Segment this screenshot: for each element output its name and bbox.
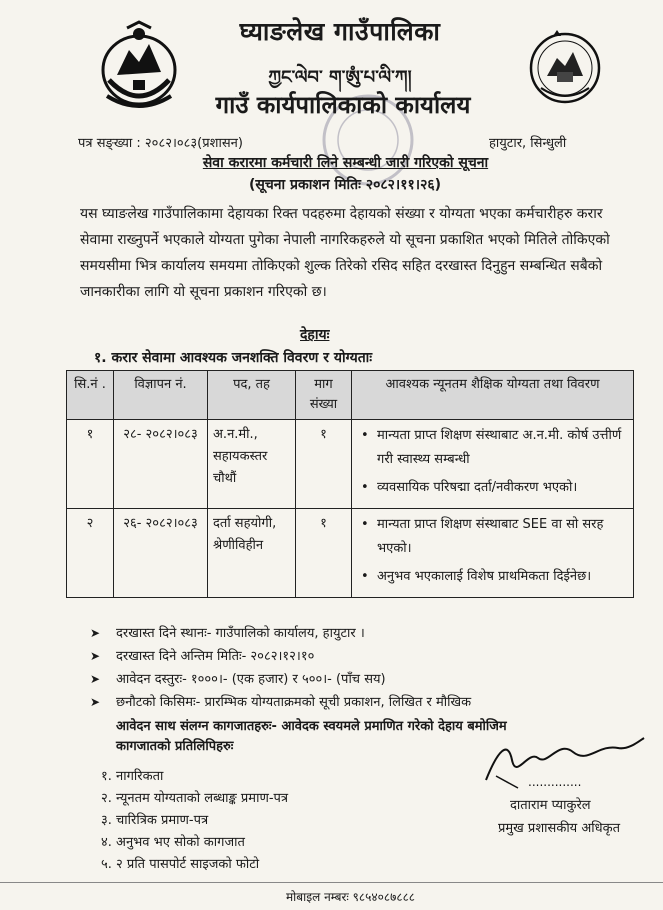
reference-number: पत्र सङ्ख्या : २०८२।०८३(प्रशासन) (78, 136, 243, 151)
deadline: दरखास्त दिने अन्तिम मितिः- २०८२।१२।१० (116, 649, 315, 664)
arrow-bullet-icon: ➤ (90, 649, 101, 663)
government-emblem-icon (97, 20, 181, 116)
advertisement-number: २८- २०८२।०८३ (114, 420, 208, 509)
column-header: सि.नं . (67, 371, 114, 420)
required-count: १ (296, 420, 352, 509)
publication-date: (सूचना प्रकाशन मितिः २०८२।११।२६) (248, 177, 442, 193)
section-heading: देहायः (300, 327, 330, 343)
notice-title: सेवा करारमा कर्मचारी लिने सम्बन्धी जारी गरिएको सूचना (202, 155, 489, 171)
mobile-number: मोबाइल नम्बरः ९८५४०८७८८८ (286, 890, 416, 904)
arrow-bullet-icon: ➤ (90, 672, 101, 686)
serial-number: १ (67, 420, 114, 509)
table-row (67, 509, 634, 598)
footer-divider (0, 882, 663, 883)
office-location: हायुटार, सिन्धुली (489, 136, 567, 151)
list-item (90, 668, 570, 691)
bullet-icon: • (361, 480, 369, 495)
requirement-text: अनुभव भएकालाई विशेष प्राथमिकता दिईनेछ। (377, 569, 592, 584)
required-count: १ (296, 509, 352, 598)
list-item (357, 513, 628, 561)
list-item: ४. अनुभव भए सोको कागजात (101, 835, 245, 850)
bullet-icon: • (361, 517, 369, 532)
bullet-icon: • (361, 428, 369, 443)
table-header-row (67, 371, 634, 420)
bullet-icon: • (361, 569, 369, 584)
municipality-name-tibetan: ཀྱང་ལེབ་ ག་ཨུཾ་པ་ལི་ཀ། (268, 67, 412, 88)
signature-icon (478, 730, 648, 792)
column-header: माग संख्या (296, 371, 352, 420)
list-item (90, 645, 570, 668)
documents-heading: आवेदन साथ संलग्न कागजातहरुः- आवेदक स्वयमले प्रमाणित गरेको देहाय बमोजिम कागजातको प्रतिलिपिहरुः (116, 719, 507, 754)
list-item (357, 424, 628, 472)
selection-method: छनौटको किसिमः- प्रारम्भिक योग्यताक्रमको सूची प्रकाशन, लिखित र मौखिक (116, 695, 472, 710)
column-header: पद, तह (208, 371, 296, 420)
office-name: गाउँ कार्यपालिकाको कार्यालय (215, 91, 471, 119)
section-1-heading: १. करार सेवामा आवश्यक जनशक्ति विवरण र योग्यताः (94, 350, 373, 366)
municipality-logo-icon (527, 30, 603, 110)
vacancy-table (66, 370, 634, 598)
application-fee: आवेदन दस्तुरः- १०००।- (एक हजार) र ५००।- (पाँच सय) (116, 672, 386, 687)
table-row (67, 420, 634, 509)
intro-paragraph: यस घ्याङलेख गाउँपालिकामा देहायका रिक्त पदहरुमा देहायको संख्या र योग्यता भएका कर्मचारीहरु करार सेवामा राख्नुपर्ने भएकाले योग्यता पुगेका नेपाली नागरिकहरुले यो सूचना प्रकाशित भएको मितिले तोकिएको समयसीमा भित्र कार्यालय समयमा तोकिएको शुल्क तिरेको रसिद सहित दरखास्त दिनुहुन सम्बन्धित सबैको जानकारीका लागि यो सूचना प्रकाशन गरिएको छ। (80, 206, 610, 300)
post-level: अ.न.मी., सहायकस्तर चौथौं (208, 420, 296, 509)
column-header: विज्ञापन नं. (114, 371, 208, 420)
advertisement-number: २६- २०८२।०८३ (114, 509, 208, 598)
serial-number: २ (67, 509, 114, 598)
application-place: दरखास्त दिने स्थानः- गाउँपालिको कार्यालय, हायुटार । (116, 626, 365, 641)
list-item (90, 622, 570, 645)
svg-text:..............: .............. (528, 775, 582, 789)
requirement-text: मान्यता प्राप्त शिक्षण संस्थाबाट SEE वा सो सरह भएको। (377, 517, 604, 556)
list-item: १. नागरिकता (101, 769, 164, 784)
signatory-name: दाताराम प्याकुरेल (510, 798, 591, 813)
arrow-bullet-icon: ➤ (90, 695, 101, 709)
list-item: ५. २ प्रति पासपोर्ट साइजको फोटो (101, 857, 260, 872)
arrow-bullet-icon: ➤ (90, 626, 101, 640)
list-item (90, 691, 570, 714)
requirements-cell (352, 509, 634, 598)
list-item (357, 565, 628, 589)
requirement-text: व्यवसायिक परिषद्मा दर्ता/नवीकरण भएको। (377, 480, 578, 495)
post-level: दर्ता सहयोगी, श्रेणीविहीन (208, 509, 296, 598)
documents-list (101, 766, 401, 876)
list-item: ३. चारित्रिक प्रमाण-पत्र (101, 813, 209, 828)
municipality-name: घ्याङलेख गाउँपालिका (239, 17, 441, 46)
requirement-text: मान्यता प्राप्त शिक्षण संस्थाबाट अ.न.मी. कोर्ष उत्तीर्ण गरी स्वास्थ्य सम्बन्धी (377, 428, 622, 467)
list-item: २. न्यूनतम योग्यताको लब्धाङ्क प्रमाण-पत्र (101, 791, 289, 806)
requirements-cell (352, 420, 634, 509)
list-item (357, 476, 628, 500)
application-info-list (90, 622, 570, 714)
column-header: आवश्यक न्यूनतम शैक्षिक योग्यता तथा विवरण (352, 371, 634, 420)
signatory-title: प्रमुख प्रशासकीय अधिकृत (498, 821, 621, 836)
